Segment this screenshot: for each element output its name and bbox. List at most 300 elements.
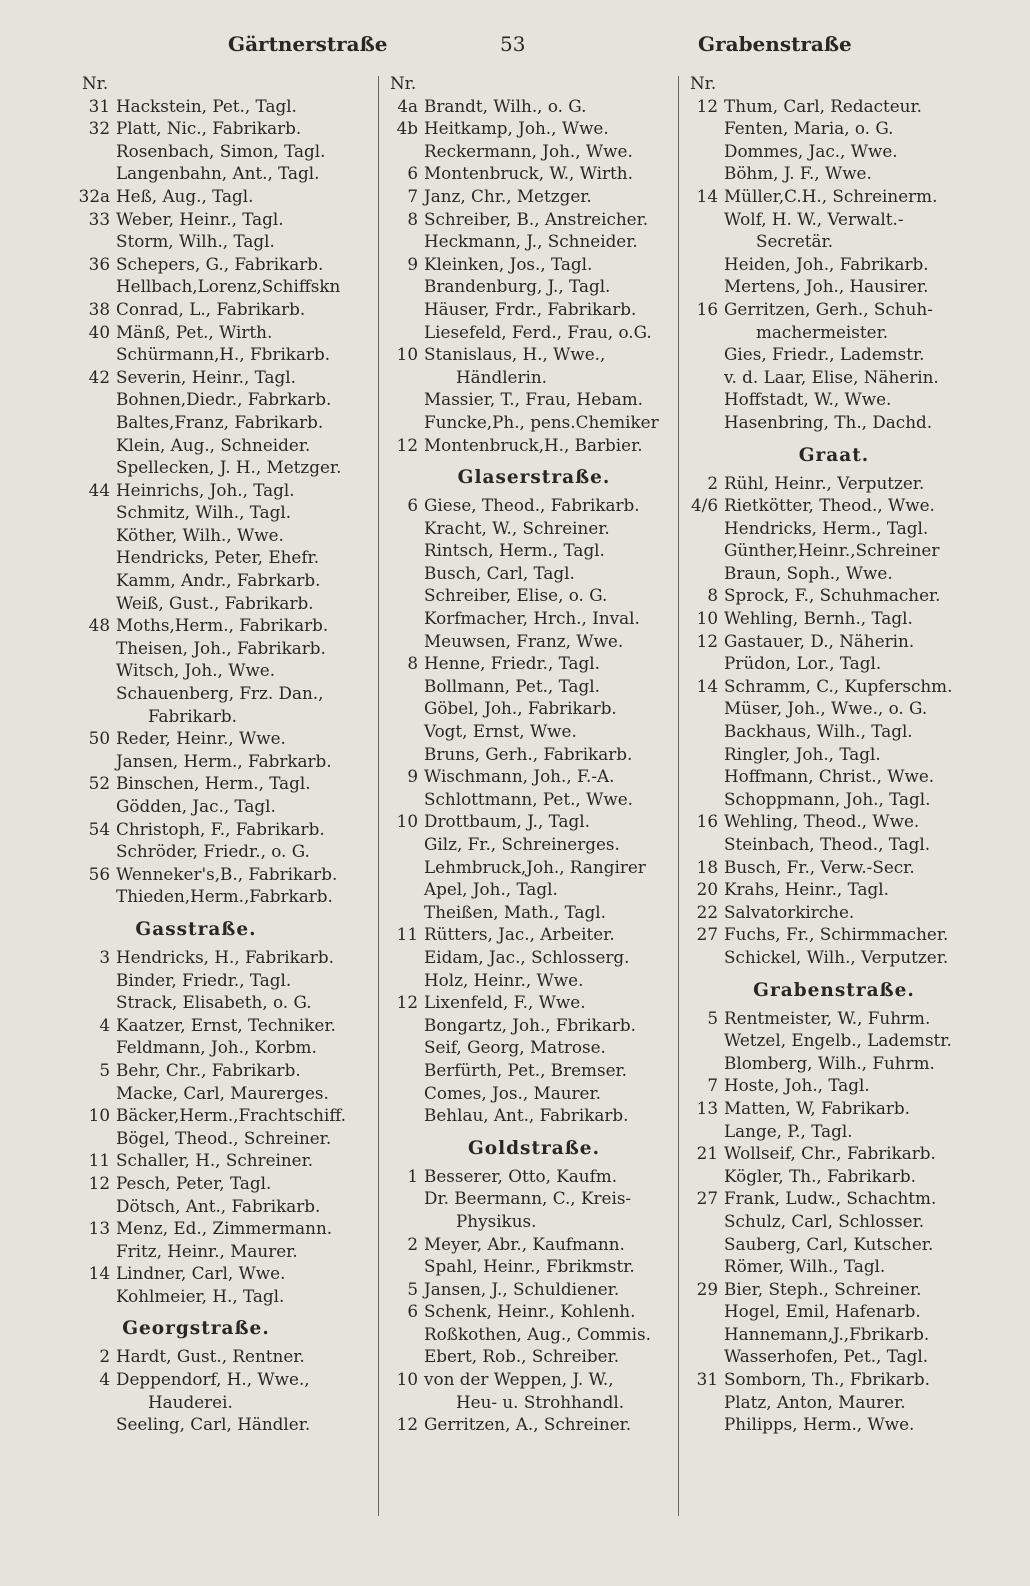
resident-text: Gies, Friedr., Lademstr. [724, 344, 925, 365]
directory-entry [76, 275, 376, 298]
house-number: 20 [696, 879, 718, 900]
resident-text: Theisen, Joh., Fabrikarb. [116, 637, 326, 658]
resident-text: Busch, Fr., Verw.-Secr. [724, 856, 915, 877]
directory-entry [384, 856, 684, 879]
resident-text: Schenk, Heinr., Kohlenh. [424, 1301, 636, 1322]
resident-text: Dr. Beermann, C., Kreis- [424, 1188, 632, 1209]
directory-entry [384, 652, 684, 675]
resident-text: Philipps, Herm., Wwe. [724, 1414, 915, 1435]
house-number: 27 [696, 924, 718, 945]
resident-text: Kleinken, Jos., Tagl. [424, 253, 593, 274]
resident-text: Massier, T., Frau, Hebam. [424, 389, 643, 410]
directory-entry [384, 969, 684, 992]
directory-entry [384, 901, 684, 924]
resident-text: Somborn, Th., Fbrikarb. [724, 1369, 930, 1390]
resident-text: Kaatzer, Ernst, Techniker. [116, 1014, 336, 1035]
directory-entry [384, 562, 684, 585]
directory-entry [684, 208, 984, 231]
directory-entry [76, 1413, 376, 1436]
resident-text: Dötsch, Ant., Fabrikarb. [116, 1195, 321, 1216]
house-number: 12 [696, 95, 718, 116]
directory-entry [384, 946, 684, 969]
directory-entry [384, 411, 684, 434]
directory-entry [384, 1082, 684, 1105]
resident-text: Hoffstadt, W., Wwe. [724, 389, 892, 410]
resident-text: Hackstein, Pet., Tagl. [116, 95, 297, 116]
directory-entry [684, 1120, 984, 1143]
resident-text: Lange, P., Tagl. [724, 1120, 853, 1141]
resident-text: Busch, Carl, Tagl. [424, 562, 575, 583]
directory-entry [76, 162, 376, 185]
house-number: 11 [396, 924, 418, 945]
directory-column-3 [684, 72, 984, 1512]
directory-entry [684, 472, 984, 495]
house-number: 14 [88, 1263, 110, 1284]
resident-text: Häuser, Frdr., Fabrikarb. [424, 298, 637, 319]
directory-entry [384, 878, 684, 901]
resident-text: Dommes, Jac., Wwe. [724, 140, 898, 161]
street-heading: Gasstraße. [135, 918, 257, 940]
header-left-street: Gärtnerstraße [228, 32, 388, 56]
directory-column-1 [76, 72, 376, 1512]
resident-text: Schreiber, Elise, o. G. [424, 585, 608, 606]
directory-entry [76, 1059, 376, 1082]
resident-text: Fenten, Maria, o. G. [724, 118, 894, 139]
directory-entry [76, 501, 376, 524]
directory-entry [384, 1233, 684, 1256]
directory-entry [684, 878, 984, 901]
directory-entry [684, 343, 984, 366]
resident-text: Heß, Aug., Tagl. [116, 185, 254, 206]
directory-entry [76, 991, 376, 1014]
directory-entry [384, 1165, 684, 1188]
directory-entry [76, 727, 376, 750]
directory-entry [384, 1300, 684, 1323]
directory-entry [76, 1036, 376, 1059]
resident-text: Meyer, Abr., Kaufmann. [424, 1233, 625, 1254]
directory-entry [384, 788, 684, 811]
directory-entry [76, 1172, 376, 1195]
resident-text: Reder, Heinr., Wwe. [116, 728, 286, 749]
directory-entry [684, 1413, 984, 1436]
resident-text: Schmitz, Wilh., Tagl. [116, 502, 292, 523]
directory-entry [384, 675, 684, 698]
house-number: 38 [88, 298, 110, 319]
directory-entry [384, 517, 684, 540]
resident-text: Bruns, Gerh., Fabrikarb. [424, 743, 633, 764]
house-number: 10 [396, 811, 418, 832]
directory-entry [384, 162, 684, 185]
resident-text: Lindner, Carl, Wwe. [116, 1263, 286, 1284]
directory-entry [76, 343, 376, 366]
resident-text: Bollmann, Pet., Tagl. [424, 675, 600, 696]
resident-text: Schürmann,H., Fbrikarb. [116, 344, 331, 365]
house-number: 2 [99, 1346, 110, 1367]
resident-text: Wehling, Bernh., Tagl. [724, 608, 913, 629]
house-number: 54 [88, 818, 110, 839]
directory-entry [684, 1142, 984, 1165]
directory-entry [76, 95, 376, 118]
resident-text: Kamm, Andr., Fabrkarb. [116, 570, 321, 591]
directory-entry [76, 434, 376, 457]
house-number: 2 [707, 472, 718, 493]
directory-entry [76, 411, 376, 434]
house-number: 50 [88, 728, 110, 749]
directory-entry [684, 1052, 984, 1075]
house-number: 4 [99, 1369, 110, 1390]
directory-entry [684, 185, 984, 208]
directory-entry [384, 1104, 684, 1127]
resident-text: Müller,C.H., Schreinerm. [724, 185, 938, 206]
resident-text: Behr, Chr., Fabrikarb. [116, 1059, 301, 1080]
directory-entry [384, 343, 684, 366]
resident-text: Spellecken, J. H., Metzger. [116, 457, 342, 478]
directory-entry [76, 592, 376, 615]
street-heading: Georgstraße. [122, 1318, 270, 1340]
directory-entry [76, 1345, 376, 1368]
resident-text: Binschen, Herm., Tagl. [116, 773, 311, 794]
directory-entry [684, 517, 984, 540]
directory-entry [684, 1300, 984, 1323]
resident-text: Backhaus, Wilh., Tagl. [724, 721, 913, 742]
resident-text: Wischmann, Joh., F.-A. [424, 766, 615, 787]
resident-text: Secretär. [756, 231, 834, 252]
resident-text: Kögler, Th., Fabrikarb. [724, 1165, 916, 1186]
column-divider [378, 76, 379, 1516]
directory-entry [384, 494, 684, 517]
resident-text: Montenbruck, W., Wirth. [424, 163, 633, 184]
resident-text: Prüdon, Lor., Tagl. [724, 653, 882, 674]
resident-text: Hogel, Emil, Hafenarb. [724, 1301, 921, 1322]
directory-entry [76, 208, 376, 231]
directory-entry [76, 1195, 376, 1218]
directory-entry [384, 1036, 684, 1059]
directory-entry [684, 584, 984, 607]
resident-text: Seif, Georg, Matrose. [424, 1037, 606, 1058]
directory-entry [76, 614, 376, 637]
directory-entry [384, 607, 684, 630]
house-number: 11 [88, 1150, 110, 1171]
directory-entry [76, 366, 376, 389]
resident-text: Schramm, C., Kupferschm. [724, 675, 953, 696]
directory-entry [76, 1014, 376, 1037]
directory-entry [684, 720, 984, 743]
house-number: 14 [696, 185, 718, 206]
house-number: 13 [696, 1097, 718, 1118]
resident-text: Macke, Carl, Maurerges. [116, 1082, 329, 1103]
resident-text: Gödden, Jac., Tagl. [116, 796, 276, 816]
directory-entry [684, 321, 984, 344]
directory-entry [684, 95, 984, 118]
house-number: 6 [407, 1301, 418, 1322]
directory-entry [684, 411, 984, 434]
house-number: 12 [396, 1414, 418, 1435]
directory-entry [76, 840, 376, 863]
resident-text: Klein, Aug., Schneider. [116, 434, 311, 455]
resident-text: Menz, Ed., Zimmermann. [116, 1218, 333, 1239]
directory-entry [384, 388, 684, 411]
directory-entry [384, 208, 684, 231]
page-header [0, 26, 1030, 66]
nr-label: Nr. [82, 73, 109, 93]
resident-text: Schepers, G., Fabrikarb. [116, 253, 324, 274]
resident-text: Vogt, Ernst, Wwe. [424, 721, 577, 742]
resident-text: Schickel, Wilh., Verputzer. [724, 946, 949, 967]
directory-entry [684, 765, 984, 788]
house-number: 29 [696, 1278, 718, 1299]
house-number: 5 [707, 1007, 718, 1028]
directory-entry [684, 630, 984, 653]
house-number: 1 [407, 1165, 418, 1186]
house-number: 8 [407, 653, 418, 674]
resident-text: Gastauer, D., Näherin. [724, 630, 915, 651]
directory-entry [384, 1345, 684, 1368]
directory-entry [76, 321, 376, 344]
house-number: 36 [88, 253, 110, 274]
resident-text: Bohnen,Diedr., Fabrkarb. [116, 389, 332, 410]
resident-text: Thieden,Herm.,Fabrkarb. [116, 886, 333, 907]
resident-text: Weber, Heinr., Tagl. [116, 208, 284, 229]
directory-entry [384, 1278, 684, 1301]
house-number: 18 [696, 856, 718, 877]
directory-entry [76, 117, 376, 140]
resident-text: Heitkamp, Joh., Wwe. [424, 118, 609, 139]
resident-text: Hendricks, H., Fabrikarb. [116, 946, 334, 967]
resident-text: Christoph, F., Fabrikarb. [116, 818, 325, 839]
house-number: 3 [99, 946, 110, 967]
directory-entry [384, 720, 684, 743]
resident-text: Weiß, Gust., Fabrikarb. [116, 592, 314, 613]
resident-text: Schreiber, B., Anstreicher. [424, 208, 649, 229]
house-number: 4/6 [690, 495, 718, 516]
house-number: 6 [407, 163, 418, 184]
house-number: 8 [707, 585, 718, 606]
resident-text: Funcke,Ph., pens.Chemiker [424, 411, 659, 432]
resident-text: Wehling, Theod., Wwe. [724, 811, 920, 832]
resident-text: Hasenbring, Th., Dachd. [724, 411, 933, 432]
directory-entry [384, 630, 684, 653]
resident-text: Rühl, Heinr., Verputzer. [724, 472, 925, 493]
directory-entry [76, 682, 376, 705]
directory-entry [384, 923, 684, 946]
resident-text: Lixenfeld, F., Wwe. [424, 992, 586, 1013]
resident-text: Blomberg, Wilh., Fuhrm. [724, 1052, 935, 1073]
directory-entry [684, 856, 984, 879]
directory-entry [684, 1233, 984, 1256]
resident-text: Wetzel, Engelb., Lademstr. [724, 1030, 952, 1051]
directory-entry [684, 494, 984, 517]
resident-text: Berfürth, Pet., Bremser. [424, 1059, 628, 1080]
house-number: 16 [696, 811, 718, 832]
house-number: 27 [696, 1188, 718, 1209]
resident-text: Hannemann,J.,Fbrikarb. [724, 1323, 930, 1344]
house-number: 9 [407, 253, 418, 274]
house-number: 21 [696, 1143, 718, 1164]
resident-text: Hardt, Gust., Rentner. [116, 1346, 305, 1367]
directory-entry [684, 1323, 984, 1346]
directory-entry [76, 388, 376, 411]
resident-text: Köther, Wilh., Wwe. [116, 524, 284, 545]
directory-entry [76, 885, 376, 908]
resident-text: Strack, Elisabeth, o. G. [116, 992, 312, 1013]
resident-text: Günther,Heinr.,Schreiner [724, 540, 940, 561]
house-number: 4b [396, 118, 418, 139]
resident-text: Theißen, Math., Tagl. [424, 901, 606, 922]
resident-text: Händlerin. [456, 366, 548, 387]
resident-text: Stanislaus, H., Wwe., [424, 344, 606, 365]
house-number: 52 [88, 773, 110, 794]
resident-text: Langenbahn, Ant., Tagl. [116, 163, 320, 184]
resident-text: Pesch, Peter, Tagl. [116, 1172, 272, 1193]
directory-entry [76, 818, 376, 841]
directory-entry [684, 162, 984, 185]
directory-entry [76, 1240, 376, 1263]
resident-text: Sauberg, Carl, Kutscher. [724, 1233, 934, 1254]
directory-entry [76, 1104, 376, 1127]
directory-entry [684, 388, 984, 411]
street-heading: Glaserstraße. [457, 467, 611, 489]
resident-text: Wolf, H. W., Verwalt.- [724, 208, 904, 229]
directory-entry [384, 1210, 684, 1233]
directory-entry [684, 140, 984, 163]
directory-entry [384, 833, 684, 856]
resident-text: Platz, Anton, Maurer. [724, 1391, 906, 1412]
resident-text: Sprock, F., Schuhmacher. [724, 585, 941, 606]
resident-text: Schröder, Friedr., o. G. [116, 841, 310, 862]
directory-entry [76, 1217, 376, 1240]
directory-entry [684, 1210, 984, 1233]
directory-entry [384, 743, 684, 766]
resident-text: Hendricks, Herm., Tagl. [724, 517, 929, 538]
resident-text: Schoppmann, Joh., Tagl. [724, 788, 931, 809]
resident-text: Conrad, L., Fabrikarb. [116, 298, 306, 319]
resident-text: Heckmann, J., Schneider. [424, 231, 638, 252]
directory-entry [684, 1165, 984, 1188]
directory-entry [684, 1278, 984, 1301]
directory-entry [384, 1413, 684, 1436]
resident-text: Bongartz, Joh., Fbrikarb. [424, 1014, 636, 1035]
resident-text: Hauderei. [148, 1391, 233, 1412]
directory-entry [76, 1391, 376, 1414]
directory-entry [684, 253, 984, 276]
street-heading: Grabenstraße. [753, 979, 915, 1001]
directory-entry [684, 1345, 984, 1368]
resident-text: Hellbach,Lorenz,Schiffskn [116, 276, 341, 297]
directory-entry [76, 637, 376, 660]
house-number: 14 [696, 675, 718, 696]
directory-entry [384, 1323, 684, 1346]
resident-text: Heiden, Joh., Fabrikarb. [724, 253, 929, 274]
resident-text: Janz, Chr., Metzger. [424, 185, 592, 206]
directory-entry [76, 705, 376, 728]
resident-text: Rosenbach, Simon, Tagl. [116, 140, 326, 161]
resident-text: Binder, Friedr., Tagl. [116, 969, 292, 990]
directory-entry [684, 1074, 984, 1097]
directory-entry [684, 901, 984, 924]
directory-entry [76, 1285, 376, 1308]
resident-text: Besserer, Otto, Kaufm. [424, 1165, 618, 1186]
resident-text: Korfmacher, Hrch., Inval. [424, 608, 640, 629]
directory-entry [384, 1187, 684, 1210]
resident-text: Böhm, J. F., Wwe. [724, 163, 872, 184]
number-column-label [684, 72, 984, 95]
directory-entry [76, 969, 376, 992]
resident-text: Roßkothen, Aug., Commis. [424, 1323, 651, 1344]
house-number: 9 [407, 766, 418, 787]
resident-text: Göbel, Joh., Fabrikarb. [424, 698, 617, 719]
page-number: 53 [500, 32, 526, 56]
resident-text: Kohlmeier, H., Tagl. [116, 1285, 285, 1306]
house-number: 10 [396, 1369, 418, 1390]
directory-entry [684, 697, 984, 720]
directory-entry [684, 743, 984, 766]
directory-entry [384, 95, 684, 118]
directory-entry [684, 275, 984, 298]
resident-text: Jansen, Herm., Fabrkarb. [116, 750, 332, 771]
resident-text: Comes, Jos., Maurer. [424, 1082, 601, 1103]
resident-text: Hendricks, Peter, Ehefr. [116, 547, 320, 568]
resident-text: Wasserhofen, Pet., Tagl. [724, 1346, 929, 1367]
resident-text: Meuwsen, Franz, Wwe. [424, 630, 624, 651]
resident-text: machermeister. [756, 321, 889, 342]
house-number: 4 [99, 1014, 110, 1035]
house-number: 8 [407, 208, 418, 229]
house-number: 4a [397, 95, 418, 116]
directory-entry [684, 675, 984, 698]
directory-column-2 [384, 72, 684, 1512]
resident-text: Heu- u. Strohhandl. [456, 1391, 625, 1412]
directory-entry [76, 253, 376, 276]
house-number: 22 [696, 901, 718, 922]
directory-entry [76, 230, 376, 253]
street-heading: Goldstraße. [467, 1137, 601, 1159]
resident-text: Bögel, Theod., Schreiner. [116, 1127, 332, 1148]
resident-text: Brandt, Wilh., o. G. [424, 95, 587, 116]
house-number: 7 [407, 185, 418, 206]
header-right-street: Grabenstraße [698, 32, 852, 56]
house-number: 7 [707, 1075, 718, 1096]
directory-entry [384, 253, 684, 276]
resident-text: Deppendorf, H., Wwe., [116, 1369, 310, 1390]
directory-entry [384, 1059, 684, 1082]
directory-entry [684, 1187, 984, 1210]
resident-text: Behlau, Ant., Fabrikarb. [424, 1105, 629, 1126]
directory-entry [684, 1391, 984, 1414]
directory-entry [384, 810, 684, 833]
directory-entry [76, 185, 376, 208]
directory-entry [684, 366, 984, 389]
resident-text: Liesefeld, Ferd., Frau, o.G. [424, 321, 652, 342]
resident-text: Lehmbruck,Joh., Rangirer [424, 856, 646, 877]
directory-entry [684, 539, 984, 562]
resident-text: Bier, Steph., Schreiner. [724, 1278, 922, 1299]
house-number: 10 [396, 344, 418, 365]
directory-entry [76, 524, 376, 547]
nr-label: Nr. [690, 73, 717, 93]
resident-text: Müser, Joh., Wwe., o. G. [724, 698, 928, 719]
directory-entry [384, 434, 684, 457]
directory-entry [684, 1255, 984, 1278]
resident-text: Gilz, Fr., Schreinerges. [424, 834, 620, 854]
resident-text: Giese, Theod., Fabrikarb. [424, 495, 640, 516]
house-number: 12 [396, 434, 418, 455]
resident-text: Matten, W, Fabrikarb. [724, 1097, 910, 1118]
resident-text: Jansen, J., Schuldiener. [424, 1278, 620, 1299]
directory-entry [684, 1097, 984, 1120]
directory-entry [76, 479, 376, 502]
directory-entry [684, 652, 984, 675]
resident-text: Mertens, Joh., Hausirer. [724, 276, 929, 297]
